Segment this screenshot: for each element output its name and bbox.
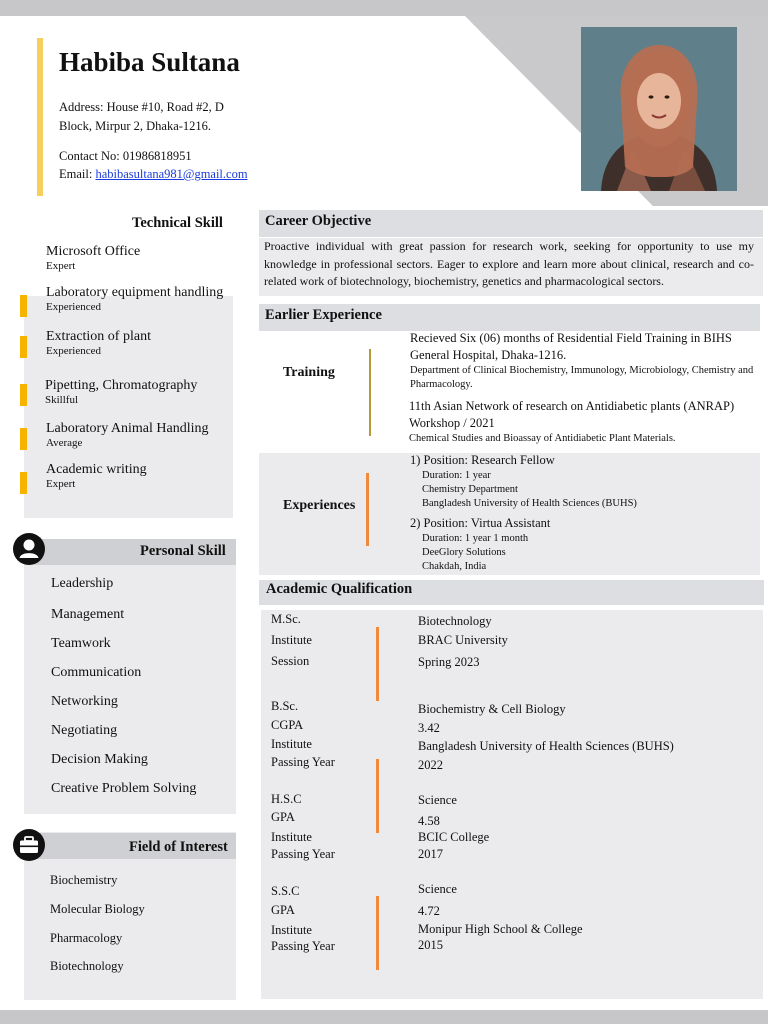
- hsc-year-label: Passing Year: [271, 847, 335, 861]
- ssc-gpa-label: GPA: [271, 903, 295, 917]
- skill-marker: [20, 384, 27, 406]
- training-detail: Chemical Studies and Bioassay of Antidiabetic Plant Materials.: [409, 433, 676, 444]
- training-main: Recieved Six (06) months of Residential Field Training in BIHS General Hospital, Dhaka-1216.: [410, 331, 732, 362]
- hsc-gpa: 4.58: [418, 814, 440, 828]
- ssc-institute-label: Institute: [271, 923, 312, 937]
- skill-name: Microsoft Office: [46, 244, 141, 259]
- skill-marker: [20, 295, 27, 317]
- experience-title: Earlier Experience: [265, 307, 382, 323]
- interest-item: Molecular Biology: [50, 902, 145, 916]
- ssc-subject: Science: [418, 882, 457, 896]
- phone-number: Contact No: 01986818951: [59, 149, 192, 163]
- academic-divider: [376, 627, 379, 701]
- hsc-institute-label: Institute: [271, 830, 312, 844]
- interest-item: Biochemistry: [50, 873, 118, 887]
- academic-divider: [376, 759, 379, 833]
- position-item: [410, 452, 637, 511]
- ssc-year-label: Passing Year: [271, 939, 335, 953]
- skill-level: Expert: [46, 478, 76, 490]
- training-divider: [369, 349, 371, 436]
- personal-skill-item: Negotiating: [51, 723, 118, 738]
- training-item: [410, 330, 760, 392]
- person-icon: [13, 533, 45, 565]
- skill-marker: [20, 428, 27, 450]
- contact-block: [59, 147, 248, 183]
- position-line: Chakdah, India: [422, 561, 487, 572]
- hsc-gpa-label: GPA: [271, 810, 295, 824]
- profile-photo: [581, 27, 737, 191]
- hsc-degree: H.S.C: [271, 792, 302, 806]
- position-title: 2) Position: Virtua Assistant: [410, 516, 551, 530]
- personal-skill-item: Communication: [51, 665, 142, 680]
- career-objective-text: Proactive individual with great passion for research work, seeking for opportunity to use my knowledge in professional sectors. Eager to explore and learn more about clinical, research and co-related work of biotechnology, biochemistry, genetics and pharmacological sectors.: [264, 239, 754, 288]
- bsc-year: 2022: [418, 758, 443, 772]
- experiences-label: Experiences: [283, 498, 356, 513]
- hsc-year: 2017: [418, 847, 443, 861]
- academic-divider: [376, 896, 379, 970]
- skill-name: Laboratory Animal Handling: [46, 421, 209, 436]
- skill-item: [45, 377, 197, 407]
- skill-level: Experienced: [46, 345, 101, 357]
- skill-name: Academic writing: [46, 462, 147, 477]
- msc-institute-label: Institute: [271, 633, 312, 647]
- msc-session-label: Session: [271, 654, 310, 668]
- personal-skill-item: Decision Making: [51, 752, 148, 767]
- academic-title: Academic Qualification: [266, 581, 413, 597]
- position-line: Bangladesh University of Health Sciences (BUHS): [422, 498, 637, 509]
- skill-marker: [20, 472, 27, 494]
- skill-item: [46, 328, 151, 358]
- bsc-gpa: 3.42: [418, 721, 440, 735]
- position-line: Duration: 1 year 1 month: [422, 533, 529, 544]
- position-line: DeeGlory Solutions: [422, 547, 506, 558]
- skill-item: [46, 284, 223, 314]
- personal-skill-title: Personal Skill: [140, 543, 226, 559]
- training-label: Training: [283, 365, 335, 380]
- candidate-name: Habiba Sultana: [59, 47, 240, 77]
- ssc-degree: S.S.C: [271, 884, 300, 898]
- skill-marker: [20, 336, 27, 358]
- training-item: [409, 398, 759, 446]
- ssc-year: 2015: [418, 938, 443, 952]
- field-of-interest-title: Field of Interest: [129, 839, 228, 855]
- accent-rule: [37, 38, 43, 196]
- bsc-degree: B.Sc.: [271, 699, 299, 713]
- msc-degree: M.Sc.: [271, 612, 301, 626]
- skill-item: [46, 461, 147, 491]
- bsc-year-label: Passing Year: [271, 755, 335, 769]
- email-line: [59, 165, 248, 183]
- academic-panel: [261, 610, 763, 999]
- skill-level: Expert: [46, 260, 76, 272]
- position-title: 1) Position: Research Fellow: [410, 453, 555, 467]
- personal-skill-item: Management: [51, 607, 125, 622]
- interest-item: Pharmacology: [50, 931, 123, 945]
- experiences-divider: [366, 473, 369, 546]
- bsc-gpa-label: CGPA: [271, 718, 304, 732]
- hsc-institute: BCIC College: [418, 830, 490, 844]
- briefcase-icon: [13, 829, 45, 861]
- skill-item: [46, 243, 140, 273]
- ssc-institute: Monipur High School & College: [418, 922, 583, 936]
- skill-level: Experienced: [46, 301, 101, 313]
- position-item: [410, 515, 550, 574]
- interest-item: Biotechnology: [50, 959, 124, 973]
- bottom-band: [0, 1010, 768, 1024]
- bsc-subject: Biochemistry & Cell Biology: [418, 702, 566, 716]
- position-line: Duration: 1 year: [422, 470, 491, 481]
- ssc-gpa: 4.72: [418, 904, 440, 918]
- personal-skill-item: Leadership: [51, 576, 114, 591]
- address: Address: House #10, Road #2, D Block, Mirpur 2, Dhaka-1216.: [59, 100, 224, 133]
- msc-subject: Biotechnology: [418, 614, 492, 628]
- bsc-institute-label: Institute: [271, 737, 312, 751]
- training-detail: Department of Clinical Biochemistry, Immunology, Microbiology, Chemistry and Pharmacology.: [410, 365, 754, 390]
- skill-name: Pipetting, Chromatography: [45, 378, 198, 393]
- technical-skill-title: Technical Skill: [132, 215, 223, 231]
- hsc-subject: Science: [418, 793, 457, 807]
- position-line: Chemistry Department: [422, 484, 518, 495]
- skill-level: Skillful: [45, 394, 79, 406]
- skill-name: Laboratory equipment handling: [46, 285, 224, 300]
- email-label: Email:: [59, 167, 96, 181]
- personal-skill-item: Creative Problem Solving: [51, 781, 197, 796]
- bsc-institute: Bangladesh University of Health Sciences (BUHS): [418, 739, 674, 753]
- msc-session: Spring 2023: [418, 655, 480, 669]
- skill-name: Extraction of plant: [46, 329, 151, 344]
- msc-institute: BRAC University: [418, 633, 508, 647]
- skill-level: Average: [46, 437, 83, 449]
- email-link[interactable]: habibasultana981@gmail.com: [95, 167, 248, 181]
- personal-skill-item: Networking: [51, 694, 118, 709]
- top-band: [0, 0, 768, 16]
- personal-skill-item: Teamwork: [51, 636, 111, 651]
- career-objective-title: Career Objective: [265, 213, 372, 229]
- skill-item: [46, 420, 209, 450]
- training-main: 11th Asian Network of research on Antidiabetic plants (ANRAP) Workshop / 2021: [409, 399, 735, 430]
